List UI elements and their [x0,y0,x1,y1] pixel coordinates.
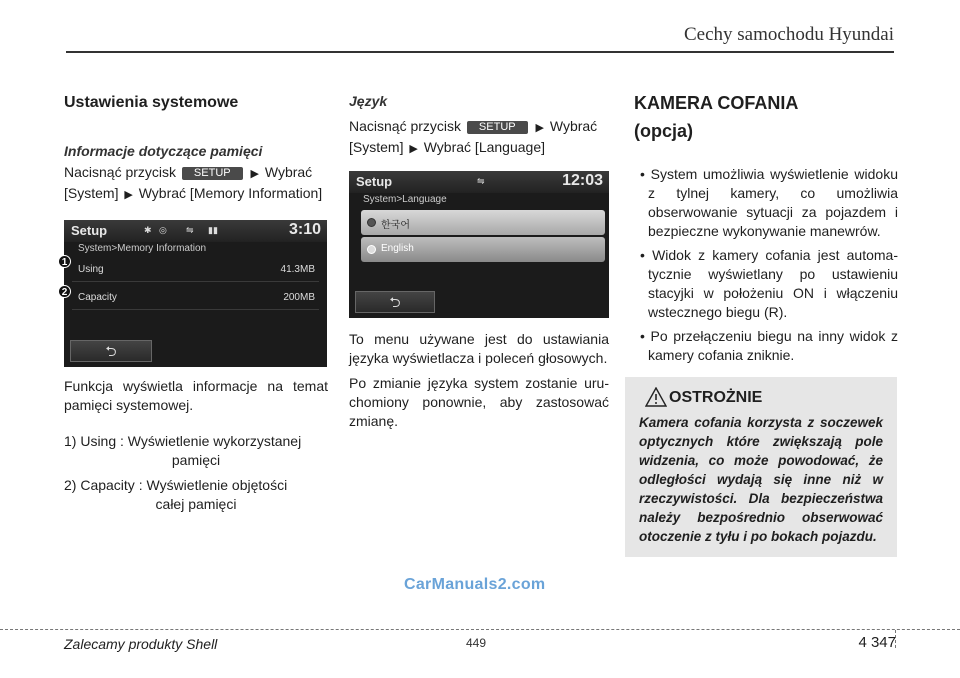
disc-icon: ◎ [159,225,167,235]
footer-rule [0,629,960,630]
instruction [349,117,609,159]
setup-button-icon: SETUP [467,121,528,134]
callout-1-icon: 1 [58,255,71,268]
page-number-center: 449 [466,636,487,650]
screen-time: 12:03 [562,172,603,189]
instruction-text: Wybrać [Language] [423,139,546,155]
arrow-right-icon: ▶ [124,189,133,201]
signal-icon: ▮▮ [208,225,218,235]
camera-bullets [634,165,898,365]
memory-info-screenshot [64,220,327,367]
definition-head: 2) Capacity : Wyświetlenie objętości [64,477,288,493]
section-title: Ustawienia systemowe [64,94,239,111]
language-restart-note: Po zmianie języka system zostanie uruchomiony ponownie, aby zastosować zmianę. [349,375,609,429]
instruction-text: Nacisnąć przycisk [349,118,462,134]
instruction [64,163,328,205]
column-memory-info [64,88,328,520]
back-button[interactable]: ⮌ [70,340,152,362]
instruction-text: Wybrać [549,118,598,134]
language-option-label: 한국어 [381,220,410,231]
definition-tail: pamięci [171,452,221,468]
language-option-english[interactable] [361,237,605,262]
arrow-right-icon: ▶ [250,168,259,180]
page-number: 4 347 [858,634,896,651]
definition-tail: całej pamięci [155,496,237,512]
list-item: • System umożliwia wyświetlenie widoku z tylnej kamery, co umożliwia obserwowanie sytuacji za pojazdem i bezpieczne wykonywanie manewrów. [640,166,898,239]
subsection-title: Informacje dotyczące pamięci [64,143,263,159]
memory-row-capacity[interactable] [72,286,319,310]
instruction-text: [System] [64,185,119,201]
memory-row-label: Using [78,264,104,275]
language-description: To menu używane jest do ustawiania języka wyświetlacza i poleceń głosowych. [349,331,609,366]
memory-row-value: 41.3MB [280,264,315,275]
definition-using [64,432,328,470]
language-option-label: English [381,243,414,254]
callout-2-icon: 2 [58,285,71,298]
caution-body: Kamera cofania korzysta z soczewek optycznych które zwiększają pole widzenia, co może powodować, że odległości wydają się inne niż w rzeczywistości. Dla bezpieczeństwa należy bezpośrednio obserwować otoczenie z tyłu i po bokach pojazdu. [639,415,883,544]
memory-description: Funkcja wyświetla informacje na temat pamięci systemowej. [64,378,328,413]
column-camera [634,88,898,370]
setup-button-icon: SETUP [182,167,243,180]
usb-icon: ⇋ [477,176,485,186]
column-language [349,88,609,431]
watermark: CarManuals2.com [404,576,546,593]
list-item: • Po przełączeniu biegu na inny widok z kamery cofania zniknie. [640,328,898,363]
language-option-korean[interactable] [361,210,605,235]
screen-breadcrumb: System>Memory Information [78,243,207,254]
arrow-right-icon: ▶ [535,122,544,134]
warning-icon [645,387,667,407]
section-subtitle: (opcja) [634,121,694,141]
memory-row-using[interactable] [72,258,319,282]
instruction-text: Wybrać [264,164,313,180]
screen-time: 3:10 [288,221,321,238]
section-title: KAMERA COFANIA [634,93,799,113]
memory-row-label: Capacity [78,292,117,303]
definition-head: 1) Using : Wyświetlenie wykorzystanej [64,433,302,449]
memory-row-value: 200MB [283,292,315,303]
usb-icon: ⇋ [186,225,194,235]
header-title: Cechy samochodu Hyundai [683,24,894,45]
radio-icon [367,218,376,227]
language-screenshot [349,171,609,318]
header-rule [66,51,894,53]
screen-breadcrumb: System>Language [363,194,447,205]
footer-left: Zalecamy produkty Shell [64,636,218,652]
subsection-title: Język [349,93,388,109]
instruction-text: Nacisnąć przycisk [64,164,177,180]
radio-icon [367,245,376,254]
bluetooth-icon: ✱ [144,225,152,235]
definition-list [64,432,328,514]
back-button[interactable]: ⮌ [355,291,435,313]
screen-title: Setup [71,223,108,238]
instruction-text: [System] [349,139,404,155]
instruction-text: Wybrać [Memory Information] [138,185,323,201]
definition-capacity [64,476,328,514]
list-item: • Widok z kamery cofania jest automatycznie wyświetlany po ustawieniu stacyjki w położeniu ON i włączeniu wstecznego biegu (R). [640,247,898,320]
arrow-right-icon: ▶ [409,143,418,155]
caution-title: OSTROŻNIE [669,389,763,406]
screen-title: Setup [356,174,393,189]
caution-box [625,377,897,557]
